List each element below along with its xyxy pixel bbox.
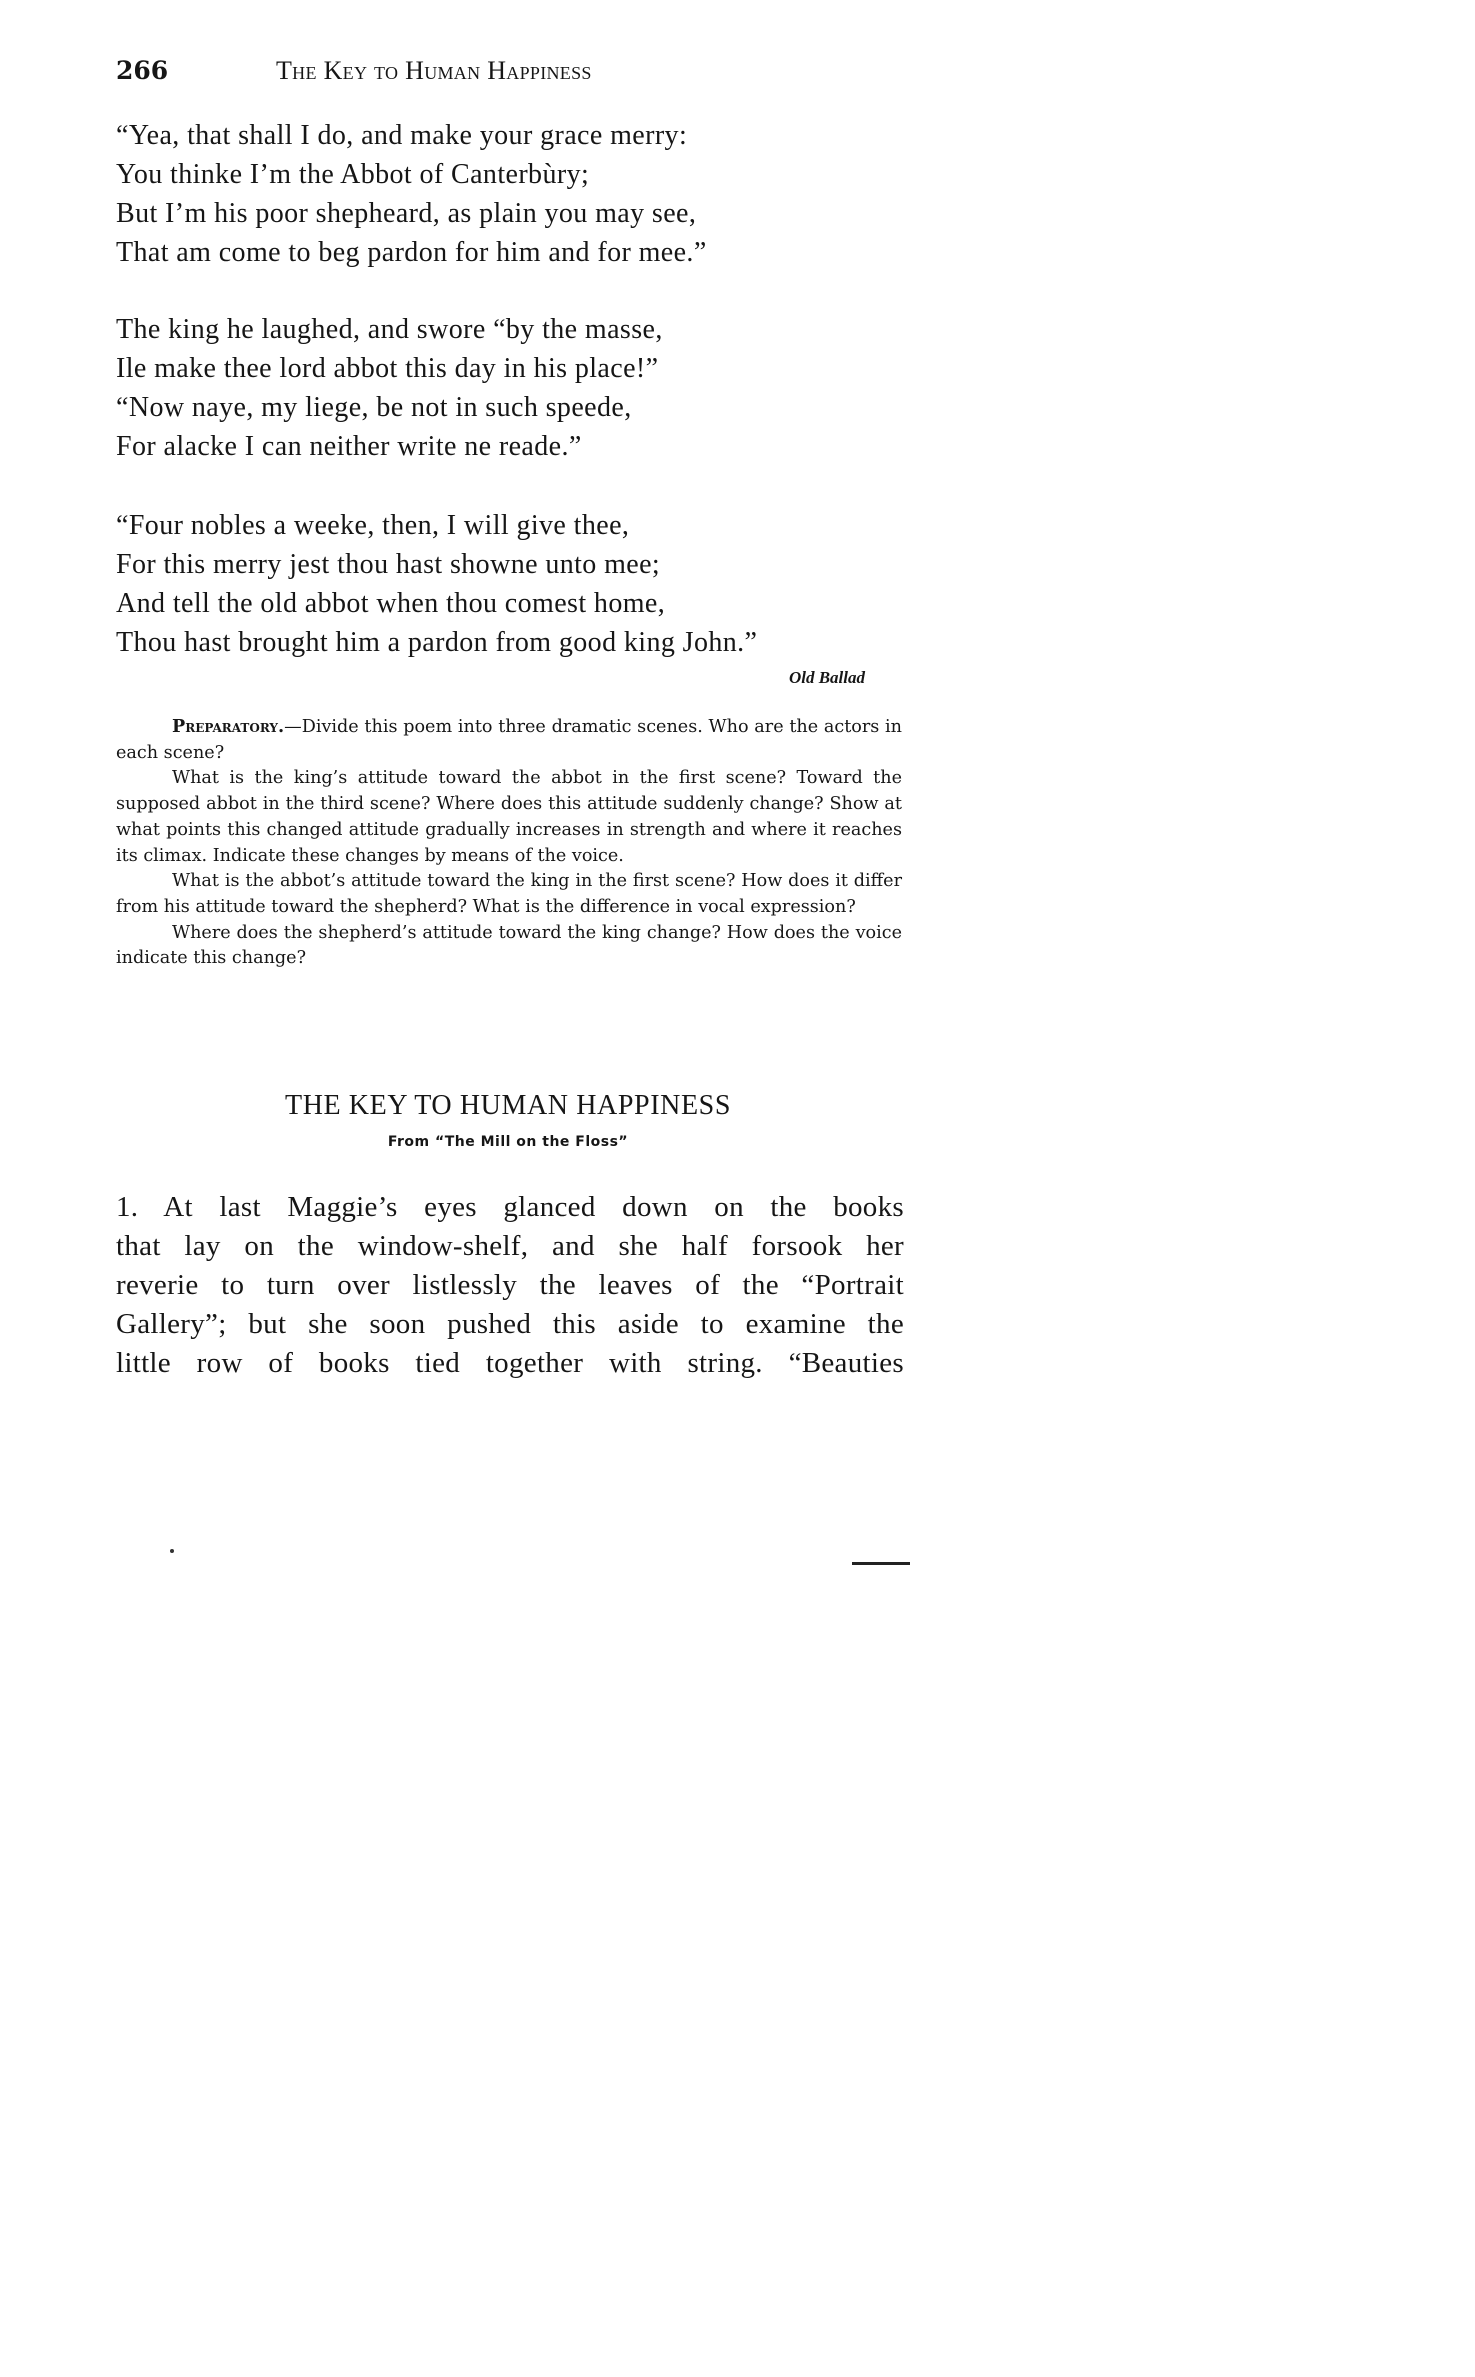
poem-line: For this merry jest thou hast showne unto mee; (116, 549, 661, 580)
poem-line: But I’m his poor shepheard, as plain you may see, (116, 198, 697, 229)
poem-attribution: Old Ballad (788, 668, 865, 687)
running-title: The Key to Human Happiness (276, 56, 592, 85)
body-line: reverie to turn over listlessly the leaves of the “Portrait (116, 1269, 904, 1301)
poem-line: Ile make thee lord abbot this day in his place!” (116, 353, 659, 384)
poem-line: That am come to beg pardon for him and for mee.” (116, 237, 707, 268)
preparatory-notes (116, 714, 902, 972)
poem-stanza-3 (116, 506, 916, 662)
poem-line: “Four nobles a weeke, then, I will give thee, (116, 510, 630, 541)
body-line: 1. At last Maggie’s eyes glanced down on the books (116, 1191, 904, 1223)
body-line: Gallery”; but she soon pushed this aside to examine the (116, 1308, 904, 1340)
page-number: 266 (116, 56, 169, 85)
preparatory-paragraph: What is the abbot’s attitude toward the king in the first scene? How does it differ from his attitude toward the shepherd? What is the difference in vocal expression? (116, 871, 902, 917)
footer-rule (852, 1562, 910, 1565)
section-body (116, 1188, 904, 1383)
poem-line: Thou hast brought him a pardon from good king John.” (116, 627, 758, 658)
poem-line: For alacke I can neither write ne reade.” (116, 431, 582, 462)
section-title: THE KEY TO HUMAN HAPPINESS (284, 1090, 731, 1121)
preparatory-text: —Divide this poem into three dramatic scenes. Who are the actors in each scene? (116, 717, 902, 763)
poem-stanza-1 (116, 116, 916, 272)
poem-line: And tell the old abbot when thou comest home, (116, 588, 666, 619)
poem-line: “Yea, that shall I do, and make your grace merry: (116, 120, 688, 151)
section-subtitle: From “The Mill on the Floss” (387, 1134, 629, 1150)
poem-line: The king he laughed, and swore “by the masse, (116, 314, 663, 345)
poem-line: “Now naye, my liege, be not in such speede, (116, 392, 632, 423)
preparatory-label: Preparatory. (172, 716, 285, 737)
book-page (0, 0, 975, 1577)
preparatory-paragraph: What is the king’s attitude toward the abbot in the first scene? Toward the supposed abbot in the third scene? Where does this attitude suddenly change? Show at what points this changed attitude gradually increases in strength and where it reaches its climax. Indicate these changes by means of the voice. (116, 768, 902, 866)
body-line: little row of books tied together with string. “Beauties (116, 1347, 904, 1379)
poem-line: You thinke I’m the Abbot of Canterbùry; (116, 159, 590, 190)
preparatory-paragraph: Where does the shepherd’s attitude toward the king change? How does the voice indicate this change? (116, 922, 902, 969)
ink-speck (170, 1549, 174, 1553)
page-header (116, 56, 908, 96)
preparatory-paragraph (116, 714, 902, 766)
body-line: that lay on the window-shelf, and she half forsook her (116, 1230, 904, 1262)
poem-stanza-2 (116, 310, 916, 466)
